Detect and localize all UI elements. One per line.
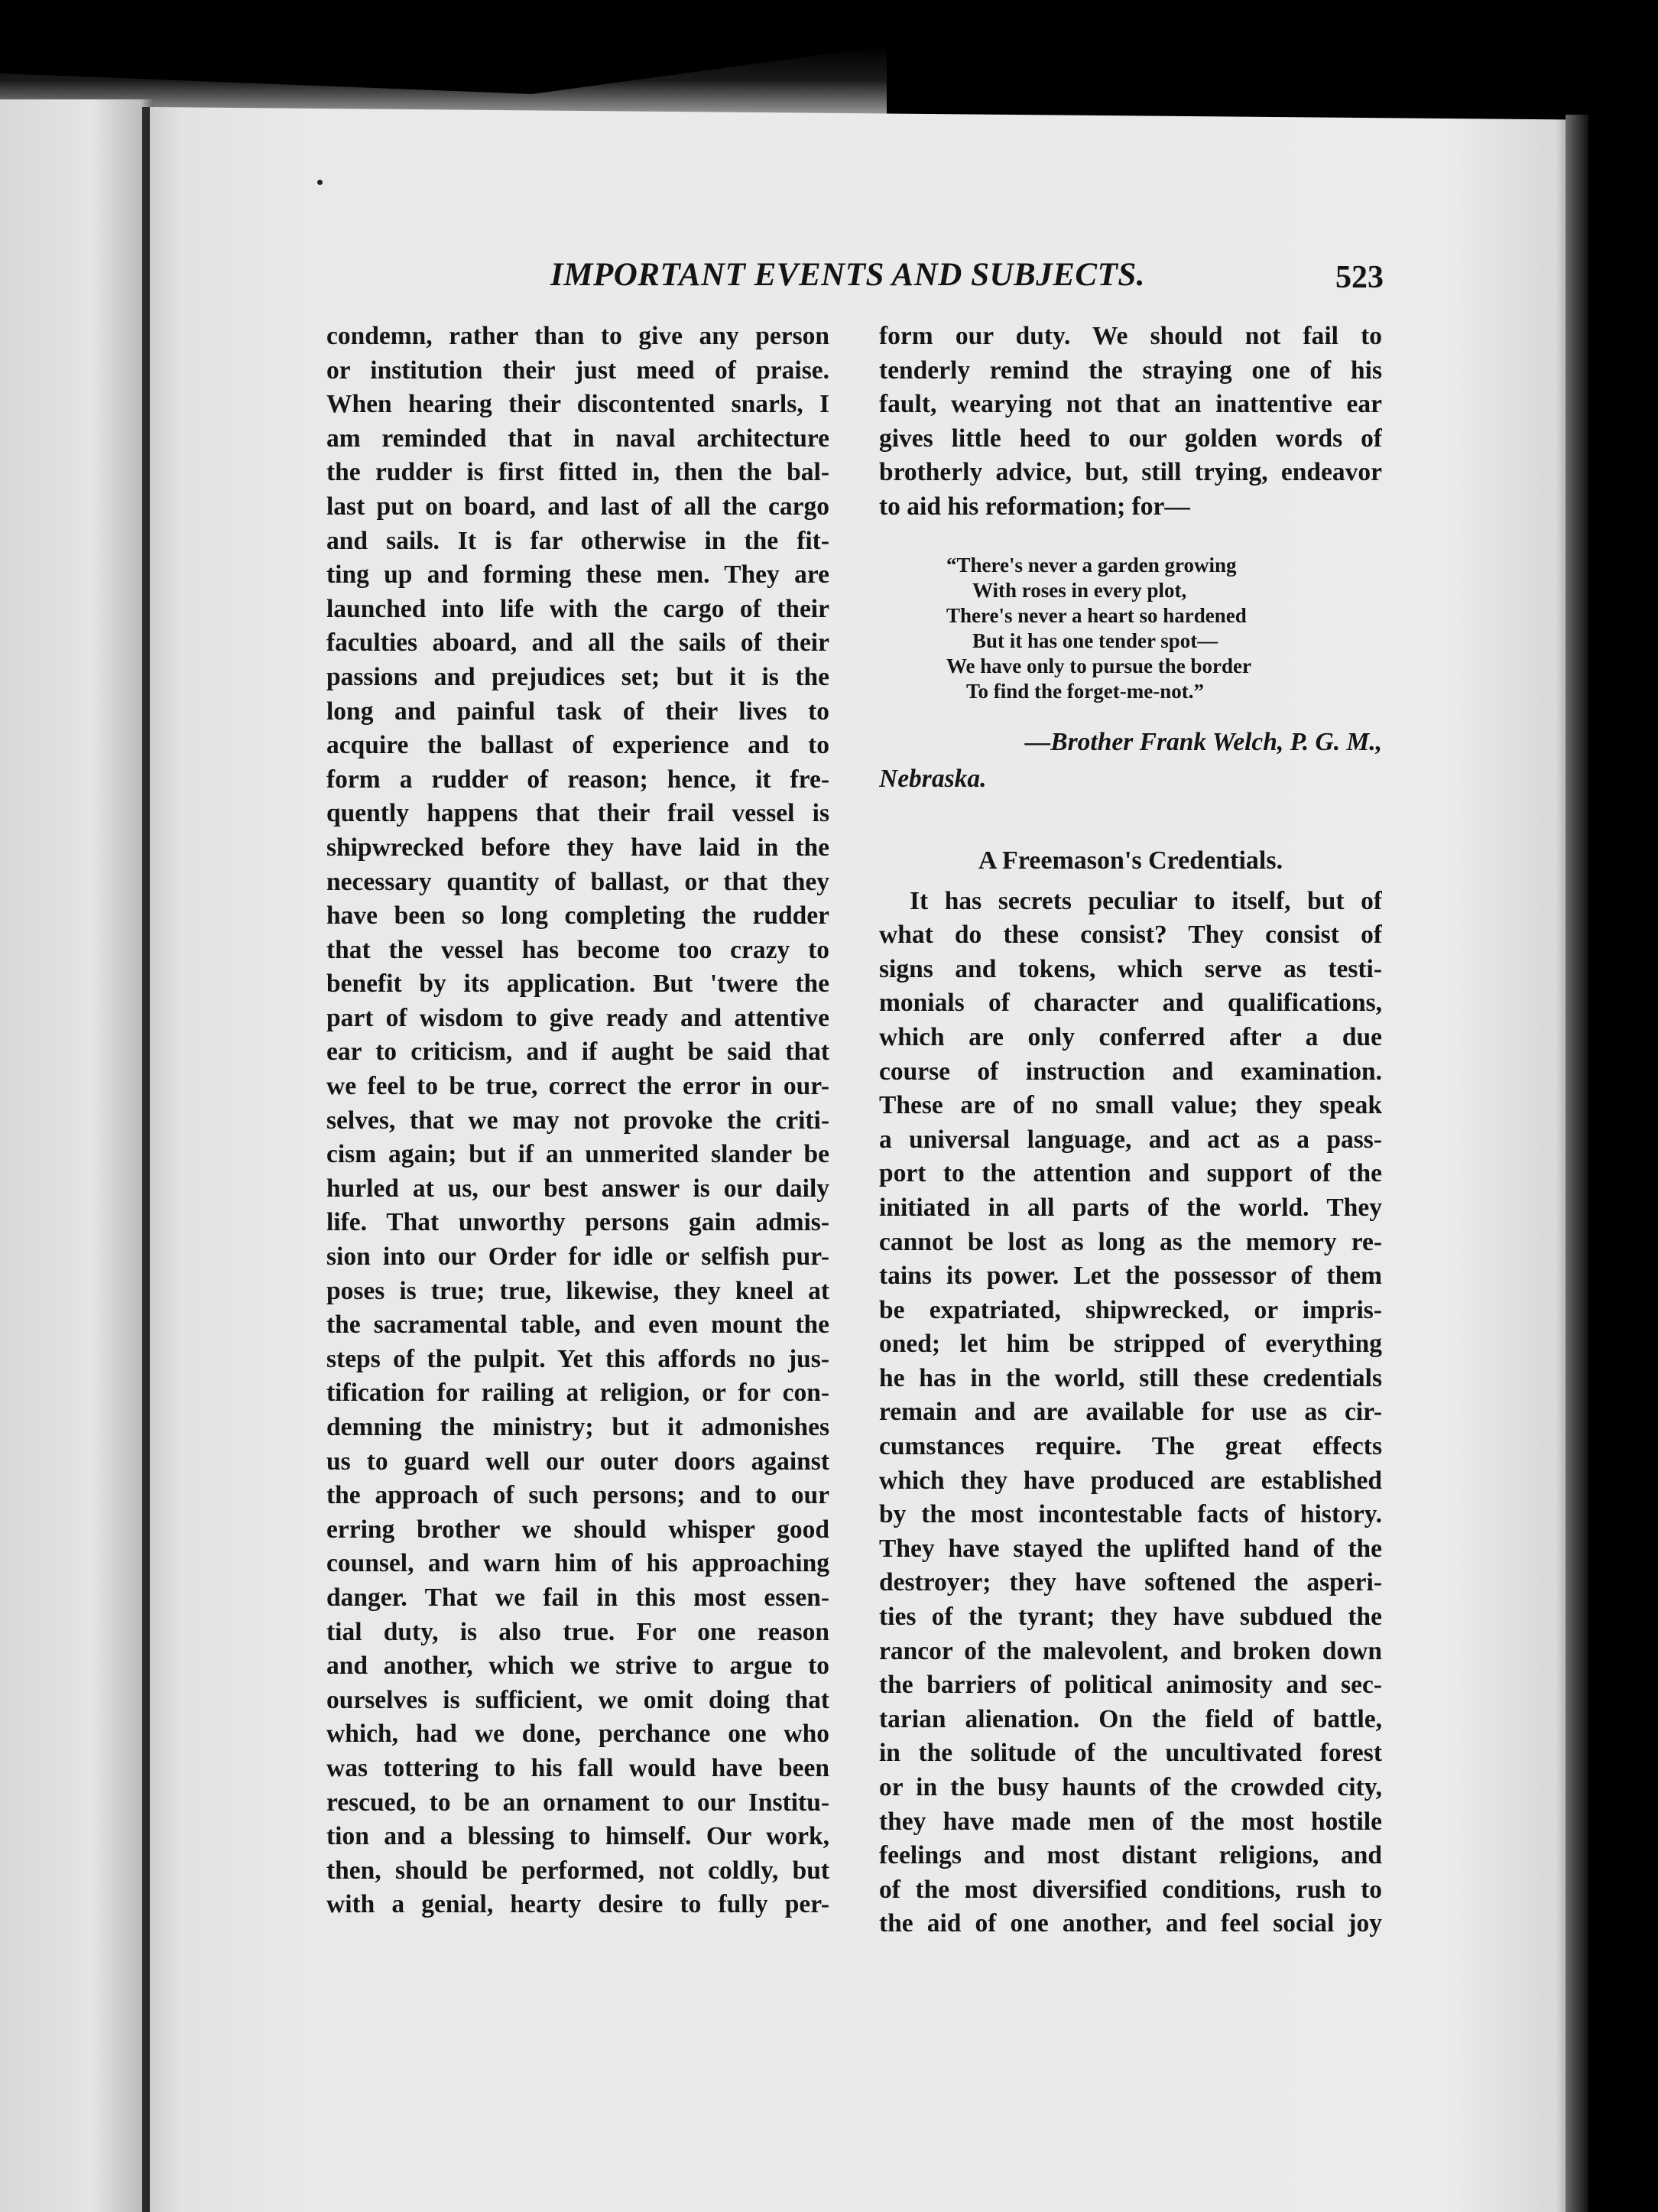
text-line: part of wisdom to give ready and attentive — [326, 1003, 829, 1032]
text-line: tenderly remind the straying one of his — [879, 356, 1382, 385]
text-line: which they have produced are established — [879, 1466, 1382, 1495]
text-line: cumstances require. The great effects — [879, 1432, 1382, 1461]
text-line: they have made men of the most hostile — [879, 1807, 1382, 1836]
credentials-paragraph — [879, 885, 1382, 1941]
attribution — [879, 726, 1382, 799]
text-line: erring brother we should whisper good — [326, 1515, 829, 1544]
text-line: to aid his reformation; for— — [879, 492, 1190, 521]
text-line: signs and tokens, which serve as testi- — [879, 954, 1382, 983]
text-line: rancor of the malevolent, and broken down — [879, 1636, 1382, 1665]
text-line: tarian alienation. On the field of battle, — [879, 1704, 1382, 1733]
text-line: sion into our Order for idle or selfish pur- — [326, 1242, 829, 1272]
text-line: which are only conferred after a due — [879, 1022, 1382, 1051]
text-line: then, should be performed, not coldly, but — [326, 1856, 829, 1885]
text-line: of the most diversified conditions, rush to — [879, 1875, 1382, 1904]
text-line: long and painful task of their lives to — [326, 697, 829, 726]
text-line: port to the attention and support of the — [879, 1159, 1382, 1188]
poem-line: We have only to pursue the border — [946, 654, 1252, 677]
text-line: initiated in all parts of the world. They — [879, 1193, 1382, 1222]
text-line: When hearing their discontented snarls, I — [326, 390, 829, 419]
text-line: by the most incontestable facts of history. — [879, 1500, 1382, 1529]
facing-page-edge — [0, 99, 153, 2212]
text-line: what do these consist? They consist of — [879, 921, 1382, 950]
text-line: be expatriated, shipwrecked, or impris- — [879, 1295, 1382, 1324]
text-line: quently happens that their frail vessel is — [326, 799, 829, 828]
running-title: IMPORTANT EVENTS AND SUBJECTS. — [550, 257, 1146, 293]
poem-quote — [879, 553, 1382, 704]
text-line: us to guard well our outer doors against — [326, 1447, 829, 1476]
text-line: demning the ministry; but it admonishes — [326, 1413, 829, 1441]
text-line: and sails. It is far otherwise in the fit- — [326, 526, 829, 555]
text-line: ear to criticism, and if aught be said that — [326, 1038, 829, 1067]
text-line: launched into life with the cargo of their — [326, 594, 829, 623]
text-line: and another, which we strive to argue to — [326, 1652, 829, 1681]
attribution-line: Nebraska. — [879, 764, 987, 793]
page-number: 523 — [1335, 260, 1384, 295]
text-line: last put on board, and last of all the cargo — [326, 492, 829, 521]
text-line: selves, that we may not provoke the criti- — [326, 1106, 829, 1135]
text-line: tion and a blessing to himself. Our work, — [326, 1822, 829, 1851]
text-line: necessary quantity of ballast, or that they — [326, 867, 829, 896]
text-line: steps of the pulpit. Yet this affords no jus- — [326, 1344, 829, 1373]
text-line: tial duty, is also true. For one reason — [326, 1617, 829, 1646]
text-line: a universal language, and act as a pass- — [879, 1125, 1382, 1154]
text-line: form a rudder of reason; hence, it fre- — [326, 765, 829, 794]
text-line: ting up and forming these men. They are — [326, 560, 829, 590]
text-line: tains its power. Let the possessor of them — [879, 1262, 1382, 1291]
text-line: oned; let him be stripped of everything — [879, 1330, 1382, 1359]
text-line: gives little heed to our golden words of — [879, 424, 1382, 453]
text-line: monials of character and qualifications, — [879, 989, 1382, 1018]
text-line: remain and are available for use as cir- — [879, 1398, 1382, 1427]
text-line: the sacramental table, and even mount the — [326, 1311, 829, 1340]
text-line: life. That unworthy persons gain admis- — [326, 1208, 829, 1237]
text-line: acquire the ballast of experience and to — [326, 731, 829, 760]
text-line: ties of the tyrant; they have subdued the — [879, 1603, 1382, 1632]
text-line: poses is true; true, likewise, they kneel at — [326, 1276, 829, 1305]
text-line: am reminded that in naval architecture — [326, 424, 829, 453]
text-line: the rudder is first fitted in, then the bal- — [326, 458, 829, 487]
poem-line: There's never a heart so hardened — [946, 603, 1247, 627]
text-line: the approach of such persons; and to our — [326, 1481, 829, 1510]
poem-line: But it has one tender spot— — [972, 629, 1218, 652]
text-line: fault, wearying not that an inattentive ear — [879, 390, 1382, 419]
text-line: was tottering to his fall would have been — [326, 1753, 829, 1782]
text-line: in the solitude of the uncultivated forest — [879, 1739, 1382, 1768]
text-line: ourselves is sufficient, we omit doing that — [326, 1685, 829, 1714]
text-line: the barriers of political animosity and sec- — [879, 1671, 1382, 1700]
text-line: danger. That we fail in this most essen- — [326, 1583, 829, 1612]
text-line: cannot be lost as long as the memory re- — [879, 1227, 1382, 1256]
text-line: the aid of one another, and feel social joy — [879, 1909, 1382, 1938]
text-line: cism again; but if an unmerited slander be — [326, 1140, 829, 1169]
poem-line: With roses in every plot, — [972, 578, 1187, 602]
text-line: with a genial, hearty desire to fully per- — [326, 1890, 829, 1919]
text-line: faculties aboard, and all the sails of their — [326, 629, 829, 658]
text-line: counsel, and warn him of his approaching — [326, 1549, 829, 1578]
running-head — [550, 256, 1384, 302]
text-line: which, had we done, perchance one who — [326, 1720, 829, 1749]
text-line: shipwrecked before they have laid in the — [326, 833, 829, 862]
text-line: benefit by its application. But 'twere the — [326, 970, 829, 999]
text-line: tification for railing at religion, or for con- — [326, 1379, 829, 1408]
text-line: have been so long completing the rudder — [326, 901, 829, 931]
text-line: They have stayed the uplifted hand of the — [879, 1534, 1382, 1563]
gutter-shadow — [142, 107, 150, 2212]
text-line: hurled at us, our best answer is our daily — [326, 1174, 829, 1203]
ink-speck — [317, 180, 323, 185]
text-line: passions and prejudices set; but it is the — [326, 662, 829, 691]
text-line: that the vessel has become too crazy to — [326, 935, 829, 964]
page-edge-shadow — [1566, 115, 1588, 2212]
text-line: condemn, rather than to give any person — [326, 322, 829, 350]
poem-line: To find the forget-me-not.” — [966, 679, 1204, 703]
text-line: he has in the world, still these credentials — [879, 1363, 1382, 1392]
left-column — [326, 320, 829, 1922]
intro-paragraph — [879, 320, 1382, 525]
text-line: It has secrets peculiar to itself, but of — [910, 886, 1382, 915]
text-line: brotherly advice, but, still trying, endeavor — [879, 458, 1382, 487]
attribution-line: —Brother Frank Welch, P. G. M., — [1024, 727, 1382, 756]
text-line: or in the busy haunts of the crowded city, — [879, 1773, 1382, 1801]
text-line: we feel to be true, correct the error in our- — [326, 1072, 829, 1101]
text-line: course of instruction and examination. — [879, 1057, 1382, 1086]
poem-line: “There's never a garden growing — [946, 553, 1237, 577]
text-line: destroyer; they have softened the asperi- — [879, 1568, 1382, 1597]
section-heading: A Freemason's Credentials. — [978, 846, 1283, 875]
text-line: rescued, to be an ornament to our Institu- — [326, 1788, 829, 1817]
text-line: or institution their just meed of praise. — [326, 356, 829, 385]
text-line: form our duty. We should not fail to — [879, 322, 1382, 350]
right-column — [879, 320, 1382, 1941]
text-line: feelings and most distant religions, and — [879, 1841, 1382, 1870]
text-line: These are of no small value; they speak — [879, 1091, 1382, 1120]
